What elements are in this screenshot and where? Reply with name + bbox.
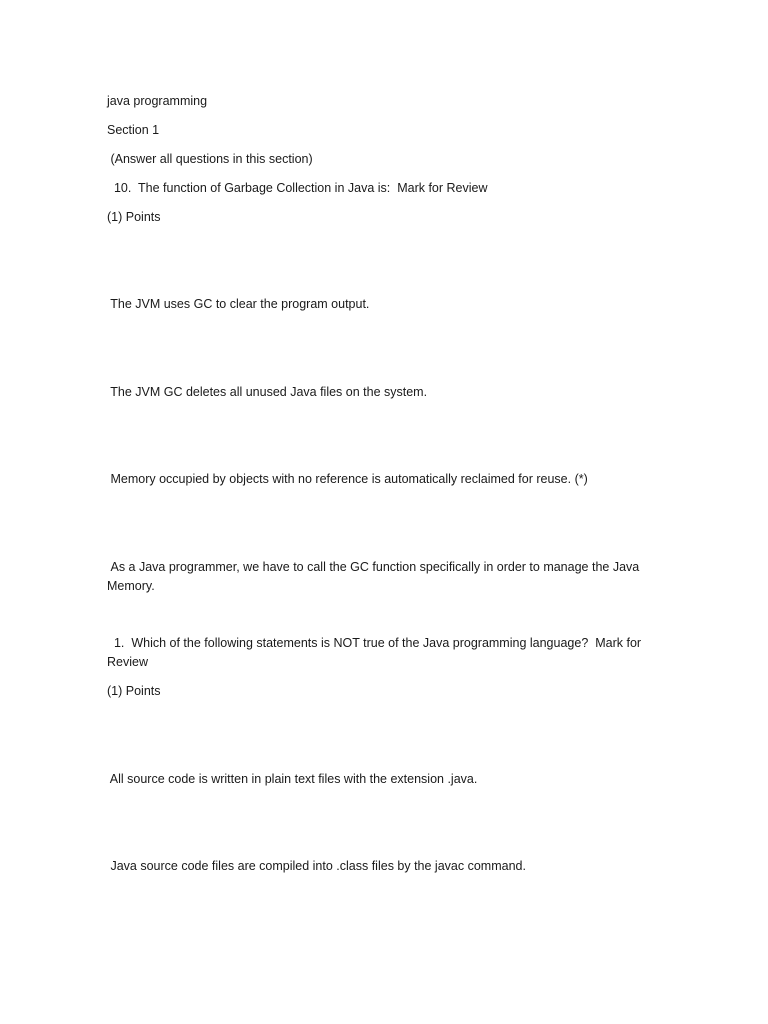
answer-option: All source code is written in plain text files with the extension .java. <box>107 772 478 786</box>
question-prompt: 10. The function of Garbage Collection in Java is: Mark for Review <box>107 181 488 195</box>
answer-option-correct: Memory occupied by objects with no reference is automatically reclaimed for reuse. (*) <box>107 472 588 486</box>
question-prompt: 1. Which of the following statements is NOT true of the Java programming language? Mark for Review <box>107 636 645 669</box>
answer-option: As a Java programmer, we have to call the GC function specifically in order to manage the Java Memory. <box>107 560 643 593</box>
document-title: java programming <box>107 94 208 108</box>
section-instruction: (Answer all questions in this section) <box>107 152 313 166</box>
question-points: (1) Points <box>107 684 161 698</box>
question-points: (1) Points <box>107 210 161 224</box>
section-heading: Section 1 <box>107 123 160 137</box>
answer-option: Java source code files are compiled into .class files by the javac command. <box>107 859 526 873</box>
answer-option: The JVM GC deletes all unused Java files on the system. <box>107 385 428 399</box>
answer-option: The JVM uses GC to clear the program output. <box>107 297 370 311</box>
